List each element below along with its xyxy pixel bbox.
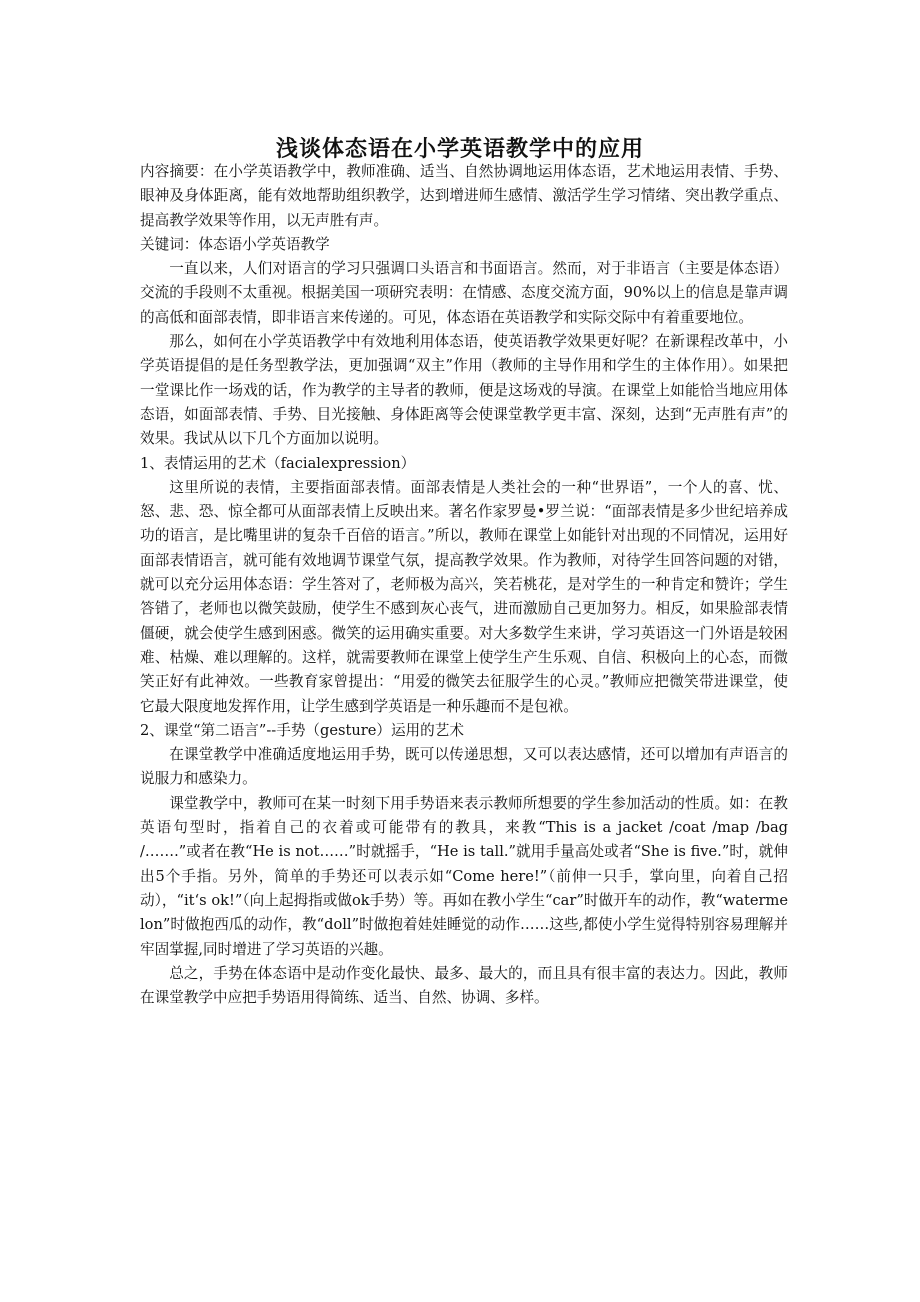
section-heading-2: 2、课堂“第二语言”--手势（gesture）运用的艺术 [140,721,464,739]
document-title: 浅谈体态语在小学英语教学中的应用 [275,136,644,162]
section-2-paragraph-1: 在课堂教学中准确适度地运用手势，既可以传递思想，又可以表达感情，还可以增加有声语言的说服力和感染力。 [140,746,788,788]
section-1-paragraph: 这里所说的表情，主要指面部表情。面部表情是人类社会的一种“世界语”，一个人的喜、忧、怒、悲、恐、惊全都可从面部表情上反映出来。著名作家罗曼•罗兰说：“面部表情是多少世纪培养成功的语言，是比嘴里讲的复杂千百倍的语言。”所以，教师在课堂上如能针对出现的不同情况，运用好面部表情语言，就可能有效地调节课堂气氛，提高教学效果。作为教师，对待学生回答问题的对错，就可以充分运用体态语：学生答对了，老师极为高兴，笑若桃花，是对学生的一种肯定和赞许；学生答错了，老师也以微笑鼓励，使学生不感到灰心丧气，进而激励自己更加努力。相反，如果脸部表情僵硬，就会使学生感到困惑。微笑的运用确实重要。对大多数学生来讲，学习英语这一门外语是较困难、枯燥、难以理解的。这样，就需要教师在课堂上使学生产生乐观、自信、积极向上的心态，而微笑正好有此神效。一些教育家曾提出：“用爱的微笑去征服学生的心灵。”教师应把微笑带进课堂，使它最大限度地发挥作用，让学生感到学英语是一种乐趣而不是包袱。 [140,478,788,715]
abstract-paragraph: 内容摘要：在小学英语教学中，教师准确、适当、自然协调地运用体态语，艺术地运用表情、手势、眼神及身体距离，能有效地帮助组织教学，达到增进师生感情、激活学生学习情绪、突出教学重点、提高教学效果等作用，以无声胜有声。 [140,163,788,229]
intro-paragraph-2: 那么，如何在小学英语教学中有效地利用体态语，使英语教学效果更好呢？在新课程改革中，小学英语提倡的是任务型教学法，更加强调“双主”作用（教师的主导作用和学生的主体作用）。如果把一堂课比作一场戏的话，作为教学的主导者的教师，便是这场戏的导演。在课堂上如能恰当地应用体态语，如面部表情、手势、目光接触、身体距离等会使课堂教学更丰富、深刻，达到“无声胜有声”的效果。我试从以下几个方面加以说明。 [140,333,788,448]
intro-paragraph-1: 一直以来，人们对语言的学习只强调口头语言和书面语言。然而，对于非语言（主要是体态语）交流的手段则不太重视。根据美国一项研究表明：在情感、态度交流方面，90%以上的信息是靠声调的高低和面部表情，即非语言来传递的。可见，体态语在英语教学和实际交际中有着重要地位。 [140,260,788,326]
section-heading-1: 1、表情运用的艺术（facialexpression） [140,454,416,472]
section-2-paragraph-2: 课堂教学中，教师可在某一时刻下用手势语来表示教师所想要的学生参加活动的性质。如：在教英语句型时，指着自己的衣着或可能带有的教具，来教“This is a jacket /coat /map /bag /…….”或者在教“He is not……”时就摇手，“He is tall.”就用手量高处或者“She is five.”时，就伸出5个手指。另外，简单的手势还可以表示如“Come here!”（前伸一只手，掌向里，向着自己招动），“it‘s ok!”（向上起拇指或做ok手势）等。再如在教小学生“car”时做开车的动作，教“watermelon”时做抱西瓜的动作，教“doll”时做抱着娃娃睡觉的动作……这些,都使小学生觉得特别容易理解并牢固掌握,同时增进了学习英语的兴趣。 [140,794,788,958]
document-body [140,160,788,1010]
keywords-line: 关键词：体态语小学英语教学 [140,235,330,253]
section-2-paragraph-3: 总之，手势在体态语中是动作变化最快、最多、最大的，而且具有很丰富的表达力。因此，教师在课堂教学中应把手势语用得简练、适当、自然、协调、多样。 [140,964,788,1007]
